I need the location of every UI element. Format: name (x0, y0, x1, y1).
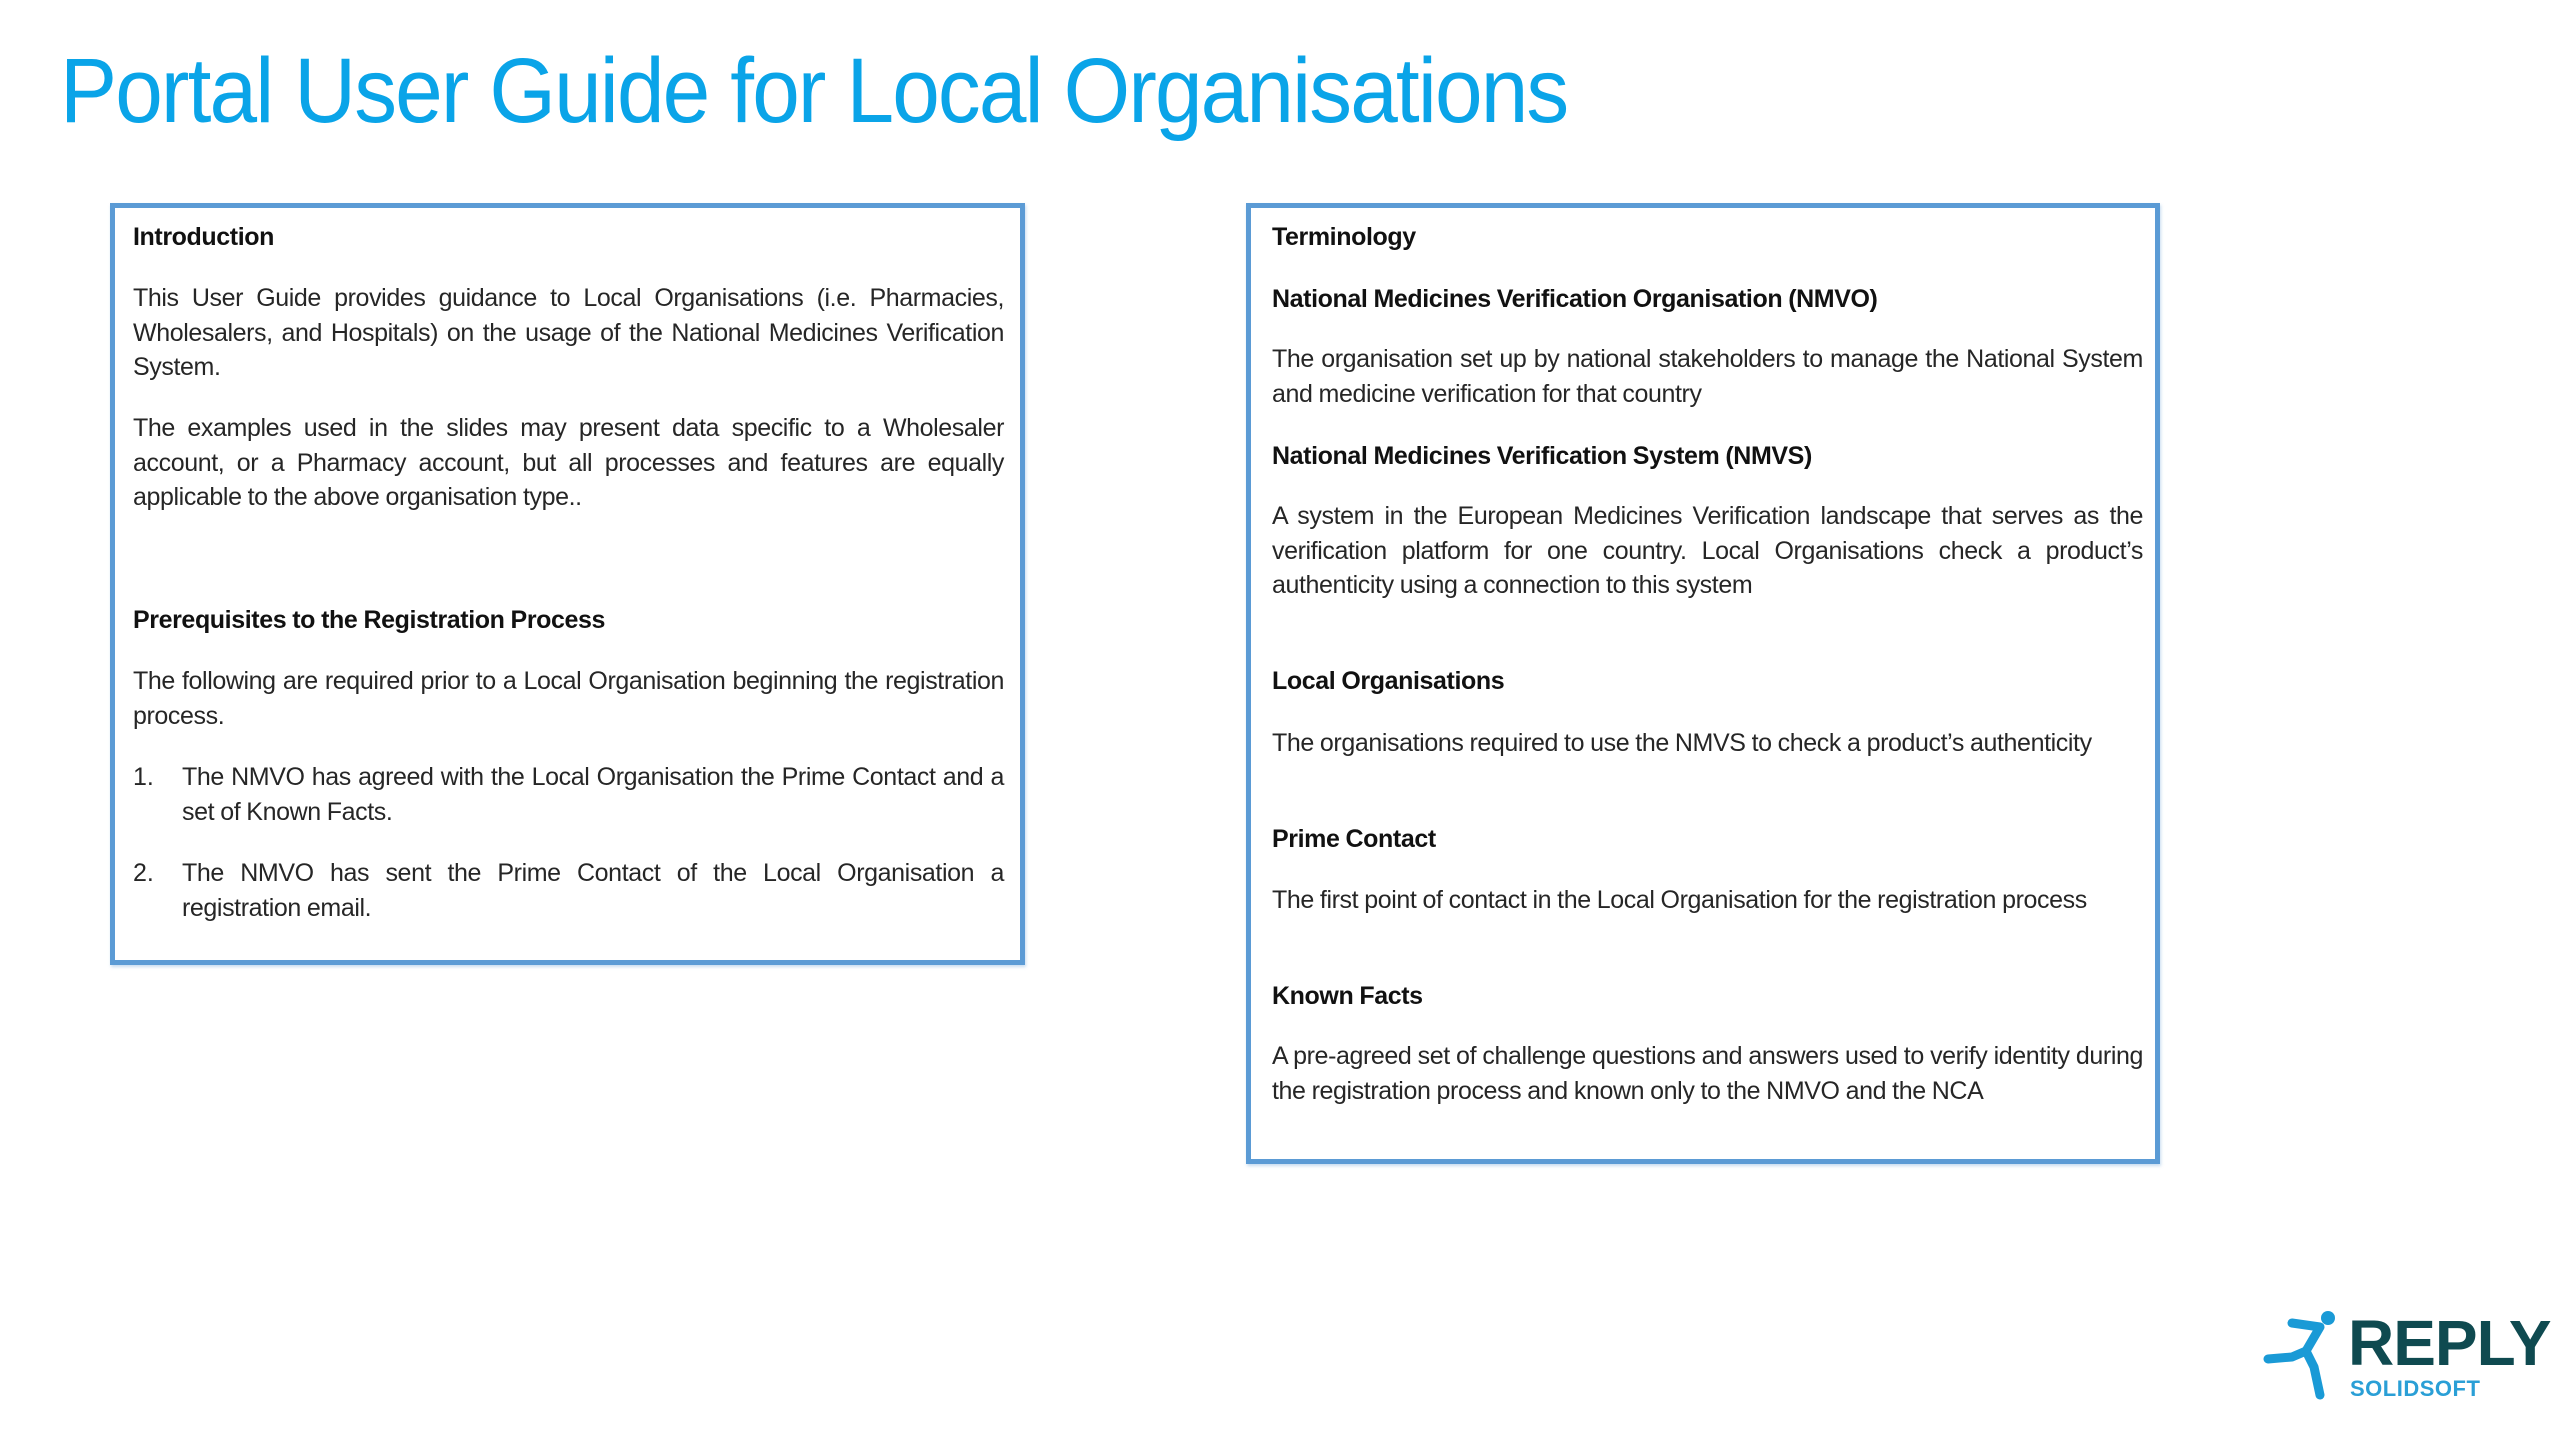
list-number: 1. (133, 763, 154, 791)
term-local-organisations: Local Organisations (1272, 667, 1505, 695)
intro-paragraph: The examples used in the slides may present data specific to a Wholesaler account, or a Pharmacy account, but all processes and features are equally applicable to the above organisation type.. (133, 414, 1004, 511)
slide-title: Portal User Guide for Local Organisations (60, 40, 1568, 142)
terminology-panel (1246, 203, 2160, 1164)
prerequisites-intro: The following are required prior to a Local Organisation beginning the registration process. (133, 667, 1004, 730)
term-nmvs: National Medicines Verification System (NMVS) (1272, 442, 1812, 470)
definition-local-organisations: The organisations required to use the NMVS to check a product’s authenticity (1272, 729, 2092, 757)
term-nmvo: National Medicines Verification Organisation (NMVO) (1272, 285, 1878, 313)
running-figure-icon (2262, 1305, 2342, 1405)
intro-paragraph: This User Guide provides guidance to Local Organisations (i.e. Pharmacies, Wholesalers, and Hospitals) on the usage of the National Medicines Verification System. (133, 284, 1004, 381)
definition-nmvo: The organisation set up by national stakeholders to manage the National System and medicine verification for that country (1272, 345, 2143, 408)
list-item: The NMVO has agreed with the Local Organisation the Prime Contact and a set of Known Facts. (182, 763, 1004, 826)
prerequisites-heading: Prerequisites to the Registration Process (133, 606, 606, 634)
definition-known-facts: A pre-agreed set of challenge questions and answers used to verify identity during the registration process and known only to the NMVO and the NCA (1272, 1042, 2143, 1105)
definition-nmvs: A system in the European Medicines Verification landscape that serves as the verification platform for one country. Local Organisations check a product’s authenticity using a connection to this system (1272, 502, 2143, 599)
term-known-facts: Known Facts (1272, 982, 1423, 1010)
logo-sub-brand-text: SOLIDSOFT (2350, 1376, 2481, 1401)
logo-brand-text: REPLY (2348, 1307, 2551, 1379)
term-prime-contact: Prime Contact (1272, 825, 1436, 853)
introduction-heading: Introduction (133, 223, 275, 251)
introduction-panel (110, 203, 1025, 965)
definition-prime-contact: The first point of contact in the Local Organisation for the registration process (1272, 886, 2087, 914)
list-number: 2. (133, 859, 154, 887)
reply-solidsoft-logo (2262, 1305, 2551, 1410)
list-item: The NMVO has sent the Prime Contact of the Local Organisation a registration email. (182, 859, 1004, 922)
terminology-heading: Terminology (1272, 223, 1416, 251)
